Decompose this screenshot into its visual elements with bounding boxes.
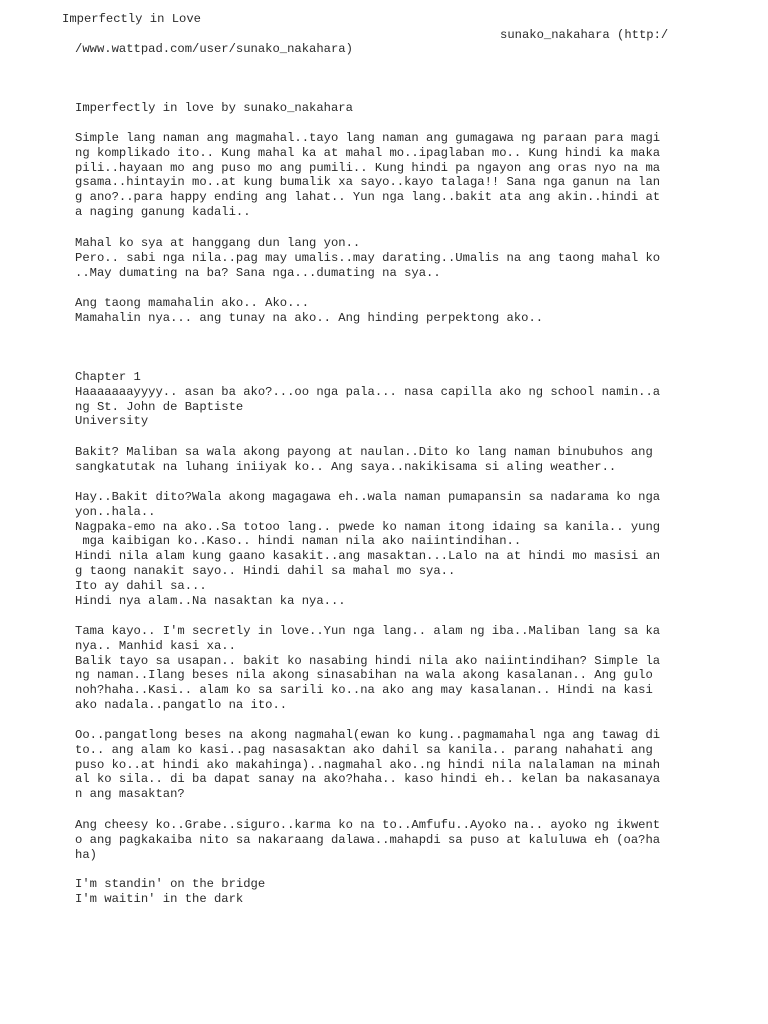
paragraph-6: Hay..Bakit dito?Wala akong magagawa eh..wala naman pumapansin sa nadarama ko nga yon..hala.. Nagpaka-emo na ako..Sa totoo lang.. pwede ko naman itong idaing sa kanila.. yung mga kaibigan ko..Kaso.. hindi naman nila ako naiintindihan.. Hindi nila alam kung gaano kasakit..ang masaktan...Lalo na at hindi mo masisi an g taong nanakit sayo.. Hindi dahil sa mahal mo sya.. Ito ay dahil sa... Hindi nya alam..Na nasaktan ka nya...: [75, 490, 661, 608]
author-url-line-2: /www.wattpad.com/user/sunako_nakahara): [75, 42, 353, 56]
author-url-line-1: sunako_nakahara (http:/: [500, 28, 669, 42]
paragraph-9: Ang cheesy ko..Grabe..siguro..karma ko na to..Amfufu..Ayoko na.. ayoko ng ikwent o ang pagkakaiba nito sa nakaraang dalawa..mahapdi sa puso at kaluluwa eh (oa?ha ha): [75, 818, 661, 862]
paragraph-intro: Simple lang naman ang magmahal..tayo lang naman ang gumagawa ng paraan para magi ng komplikado ito.. Kung mahal ka at mahal mo..ipaglaban mo.. Kung hindi ka maka pili..hayaan mo ang puso mo ang pumili.. Kung hindi pa ngayon ang oras nyo na ma gsama..hintayin mo..at kung bumalik xa sayo..kayo talaga!! Sana nga ganun na lan g ano?..para happy ending ang lahat.. Yun nga lang..bakit ata ang akin..hindi at a naging ganung kadali..: [75, 131, 661, 219]
paragraph-7: Tama kayo.. I'm secretly in love..Yun nga lang.. alam ng iba..Maliban lang sa ka nya.. Manhid kasi xa.. Balik tayo sa usapan.. bakit ko nasabing hindi nila ako naiintindihan? Simple la ng naman..Ilang beses nila akong sinasabihan na wala akong kasalanan.. Ang gulo noh?haha..Kasi.. alam ko sa sarili ko..na ako ang may kasalanan.. Hindi na kasi ako nadala..pangatlo na ito..: [75, 624, 661, 712]
paragraph-2: Mahal ko sya at hanggang dun lang yon.. Pero.. sabi nga nila..pag may umalis..may darating..Umalis na ang taong mahal ko ..May dumating na ba? Sana nga...dumating na sya..: [75, 236, 661, 280]
paragraph-5: Bakit? Maliban sa wala akong payong at naulan..Dito ko lang naman binubuhos ang sangkatutak na luhang iniiyak ko.. Ang saya..nakikisama si aling weather..: [75, 445, 653, 474]
chapter-opening: Chapter 1 Haaaaaaayyyy.. asan ba ako?...oo nga pala... nasa capilla ako ng school namin..a ng St. John de Baptiste University: [75, 370, 661, 429]
paragraph-8: Oo..pangatlong beses na akong nagmahal(ewan ko kung..pagmamahal nga ang tawag di to.. ang alam ko kasi..pag nasasaktan ako dahil sa kanila.. parang nahahati ang puso ko..at hindi ako makahinga)..nagmahal ako..ng hindi nila nalalaman na minah al ko sila.. di ba dapat sanay na ako?haha.. kaso hindi eh.. kelan ba nakasanaya n ang masaktan?: [75, 728, 661, 802]
story-heading: Imperfectly in love by sunako_nakahara: [75, 101, 353, 115]
song-lyrics: I'm standin' on the bridge I'm waitin' in the dark: [75, 877, 266, 906]
paragraph-3: Ang taong mamahalin ako.. Ako... Mamahalin nya... ang tunay na ako.. Ang hinding perpektong ako..: [75, 296, 544, 325]
document-title: Imperfectly in Love: [62, 12, 201, 26]
